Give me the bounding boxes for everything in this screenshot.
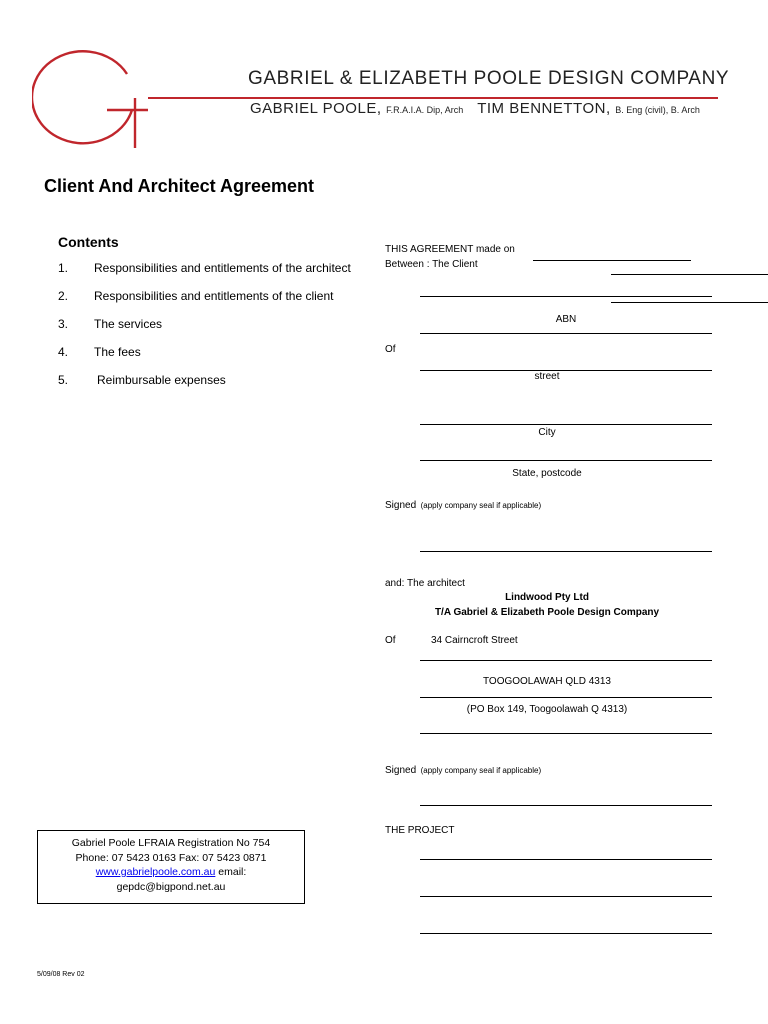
signed-text: Signed (385, 500, 417, 511)
date-line[interactable] (533, 260, 691, 261)
seal-note: (apply company seal if applicable) (420, 501, 542, 510)
revision-footer: 5/09/08 Rev 02 (37, 971, 85, 978)
email-text: gepdc@bigpond.net.au (116, 880, 226, 893)
registration-text: Gabriel Poole LFRAIA Registration No 754 (71, 837, 271, 849)
website-row (38, 865, 304, 880)
state-line[interactable] (420, 460, 712, 461)
partner1-quals: F.R.A.I.A. Dip, Arch (386, 105, 464, 115)
client-name-line[interactable] (611, 302, 768, 303)
company-name: GABRIEL & ELIZABETH POOLE DESIGN COMPANY (248, 68, 730, 89)
toc-item: Responsibilities and entitlements of the client (94, 289, 334, 303)
city-label: City (538, 427, 556, 438)
toc-item: The services (94, 317, 163, 331)
architect-signature-line[interactable] (420, 805, 712, 806)
toc-number: 3. (58, 317, 69, 331)
architect-po-box: (PO Box 149, Toogoolawah Q 4313) (466, 704, 628, 715)
toc-number: 4. (58, 345, 69, 359)
phone-fax-text: Phone: 07 5423 0163 Fax: 07 5423 0871 (75, 851, 267, 864)
partner2-name: TIM BENNETTON, (477, 100, 611, 117)
client-name-line[interactable] (611, 274, 768, 275)
agreement-made-on: THIS AGREEMENT made on (385, 244, 515, 255)
document-title: Client And Architect Agreement (44, 176, 315, 196)
partner-names (250, 100, 700, 117)
signed-text: Signed (385, 765, 417, 776)
project-line[interactable] (420, 896, 712, 897)
architect-name: Lindwood Pty Ltd (505, 592, 589, 603)
partner2-quals: B. Eng (civil), B. Arch (615, 105, 700, 115)
g-circle-logo-icon (32, 48, 150, 154)
toc-number: 2. (58, 289, 69, 303)
email-label: email: (215, 866, 247, 878)
of-label: Of (385, 344, 396, 355)
seal-note: (apply company seal if applicable) (420, 766, 542, 775)
contact-info-box (37, 830, 305, 904)
architect-trading: T/A Gabriel & Elizabeth Poole Design Company (434, 607, 660, 618)
project-line[interactable] (420, 859, 712, 860)
header-rule (148, 97, 718, 99)
architect-street: 34 Cairncroft Street (431, 635, 518, 646)
client-signed-label (385, 495, 541, 513)
toc-item: The fees (94, 345, 141, 359)
toc-item: Reimbursable expenses (97, 373, 226, 387)
project-line[interactable] (420, 933, 712, 934)
abn-label: ABN (555, 314, 577, 325)
architect-of-label: Of (385, 635, 396, 646)
website-link[interactable]: www.gabrielpoole.com.au (95, 866, 216, 878)
street-label: street (534, 371, 560, 382)
state-label: State, postcode (512, 468, 582, 479)
architect-town: TOOGOOLAWAH QLD 4313 (482, 676, 611, 687)
partner1-name: GABRIEL POOLE, (250, 100, 382, 117)
between-client: Between : The Client (385, 259, 478, 270)
toc-number: 1. (58, 261, 69, 275)
architect-po-line (420, 733, 712, 734)
architect-town-line (420, 697, 712, 698)
project-label: THE PROJECT (385, 825, 455, 836)
toc-number: 5. (58, 373, 69, 387)
architect-street-line (420, 660, 712, 661)
architect-signed-label (385, 760, 541, 778)
client-signature-line[interactable] (420, 551, 712, 552)
abn-line[interactable] (420, 333, 712, 334)
architect-label: and: The architect (385, 578, 465, 589)
city-line[interactable] (420, 424, 712, 425)
contents-heading: Contents (58, 234, 119, 250)
toc-item: Responsibilities and entitlements of the architect (94, 261, 351, 275)
client-name-line[interactable] (420, 296, 712, 297)
